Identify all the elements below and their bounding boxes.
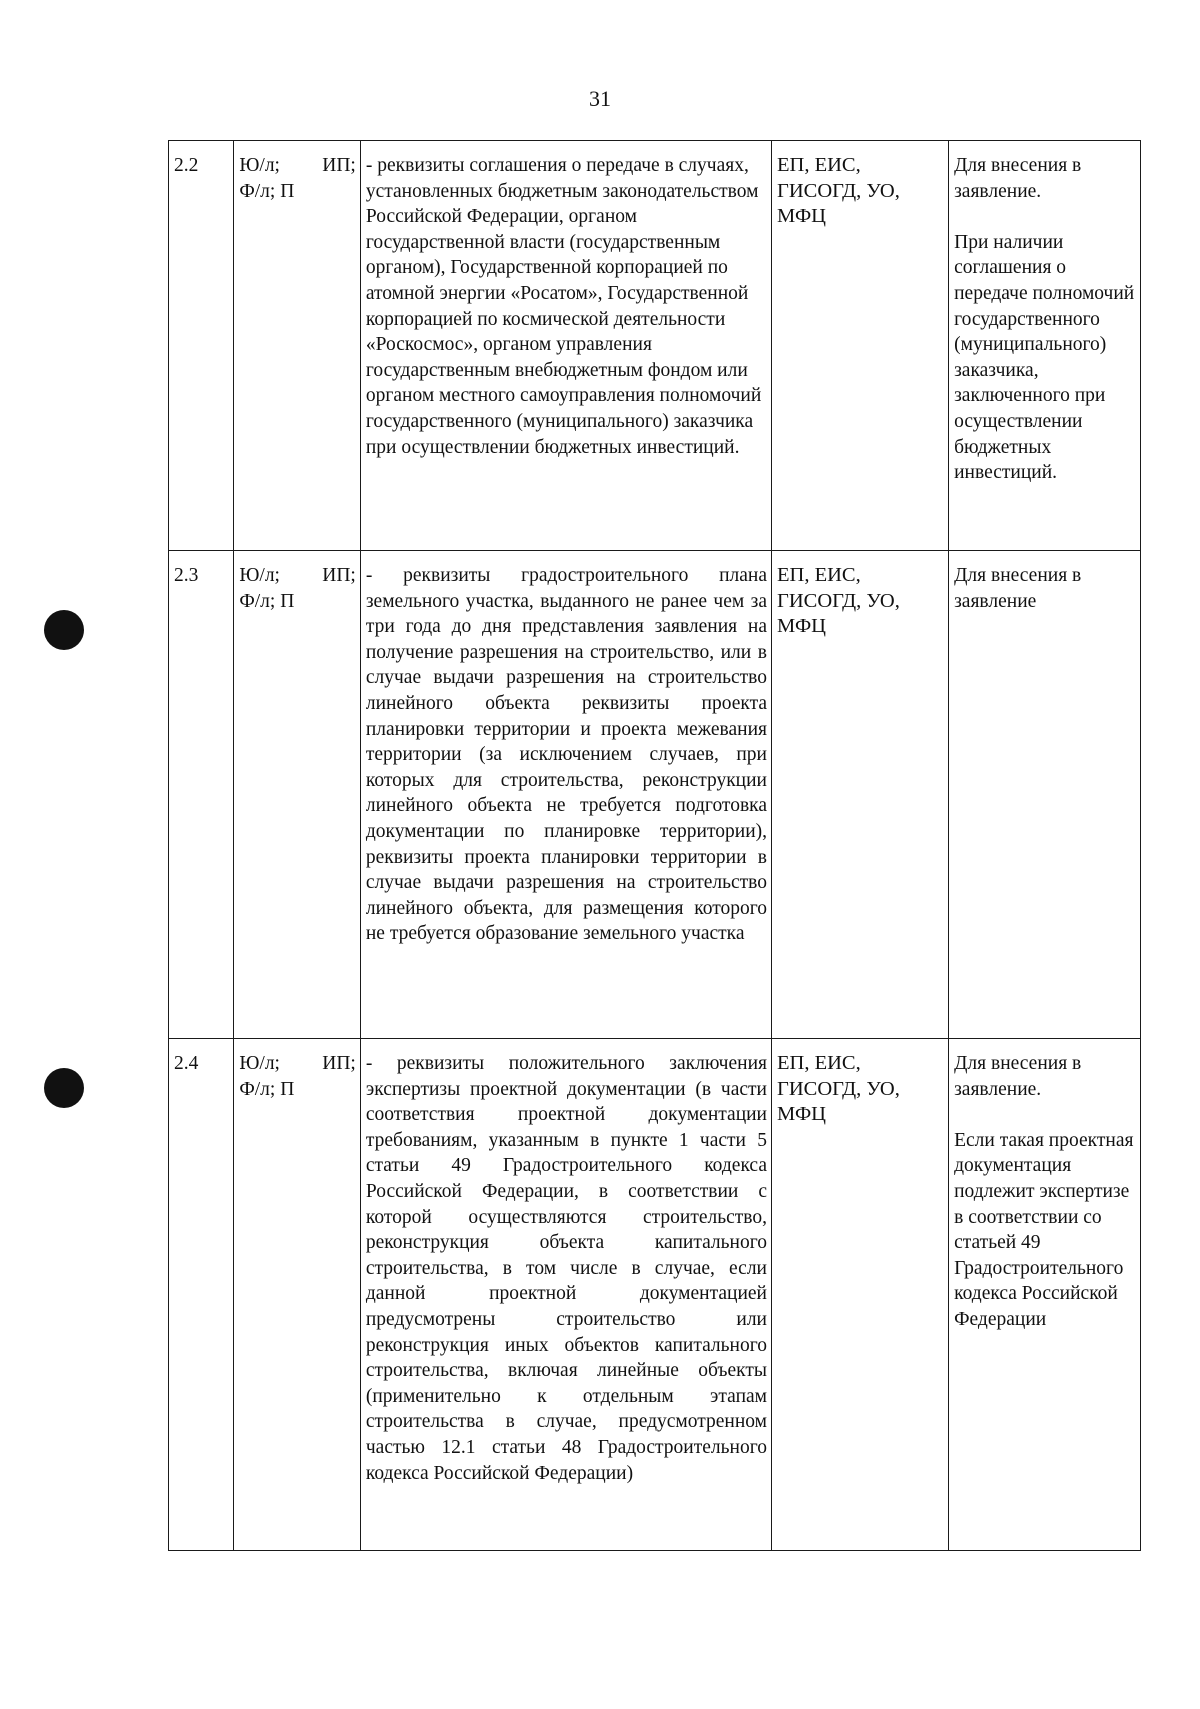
purpose-note: Для внесения в заявление. Если такая проектная документация подлежит экспертизе в соответствии со статьей 49 Градостроительного кодекса Российской Федерации [949,1039,1141,1551]
requisite-description: - реквизиты градостроительного плана земельного участка, выданного не ранее чем за три года до дня представления заявления на получение разрешения на строительство, или в случае выдачи разрешения на строительство линейного объекта реквизиты проекта планировки территории и проекта межевания территории (за исключением случаев, при которых для строительства, реконструкции линейного объекта не требуется подготовка документации по планировке территории), реквизиты проекта планировки территории в случае выдачи разрешения на строительство линейного объекта, для размещения которого не требуется образование земельного участка [360,551,771,1039]
punch-hole-top [44,610,84,650]
applicant-type: Ю/л; ИП; Ф/л; П [234,1039,361,1551]
row-number: 2.3 [169,551,234,1039]
punch-hole-bottom [44,1068,84,1108]
row-number: 2.4 [169,1039,234,1551]
requisite-description: - реквизиты положительного заключения экспертизы проектной документации (в части соответствия проектной документации требованиям, указанным в пункте 1 части 5 статьи 49 Градостроительного кодекса Российской Федерации, в соответствии с которой осуществляются строительство, реконструкция объекта капитального строительства, в том числе в случае, если данной проектной документацией предусмотрены строительство или реконструкция иных объектов капитального строительства, включая линейные объекты (применительно к отдельным этапам строительства в случае, предусмотренном частью 12.1 статьи 48 Градостроительного кодекса Российской Федерации) [360,1039,771,1551]
table-row [169,551,1141,1039]
information-source: ЕП, ЕИС, ГИСОГД, УО, МФЦ [772,141,949,551]
applicant-type: Ю/л; ИП; Ф/л; П [234,551,361,1039]
row-number: 2.2 [169,141,234,551]
table-row [169,1039,1141,1551]
applicant-type: Ю/л; ИП; Ф/л; П [234,141,361,551]
information-source: ЕП, ЕИС, ГИСОГД, УО, МФЦ [772,551,949,1039]
purpose-note: Для внесения в заявление [949,551,1141,1039]
purpose-note: Для внесения в заявление. При наличии соглашения о передаче полномочий государственного (муниципального) заказчика, заключенного при осуществлении бюджетных инвестиций. [949,141,1141,551]
information-source: ЕП, ЕИС, ГИСОГД, УО, МФЦ [772,1039,949,1551]
requisite-description: - реквизиты соглашения о передаче в случаях, установленных бюджетным законодательством Российской Федерации, органом государственной власти (государственным органом), Государственной корпорацией по атомной энергии «Росатом», Государственной корпорацией по космической деятельности «Роскосмос», органом управления государственным внебюджетным фондом или органом местного самоуправления полномочий государственного (муниципального) заказчика при осуществлении бюджетных инвестиций. [360,141,771,551]
page-number: 31 [589,86,611,111]
requisites-table [168,140,1141,1551]
table-row [169,141,1141,551]
